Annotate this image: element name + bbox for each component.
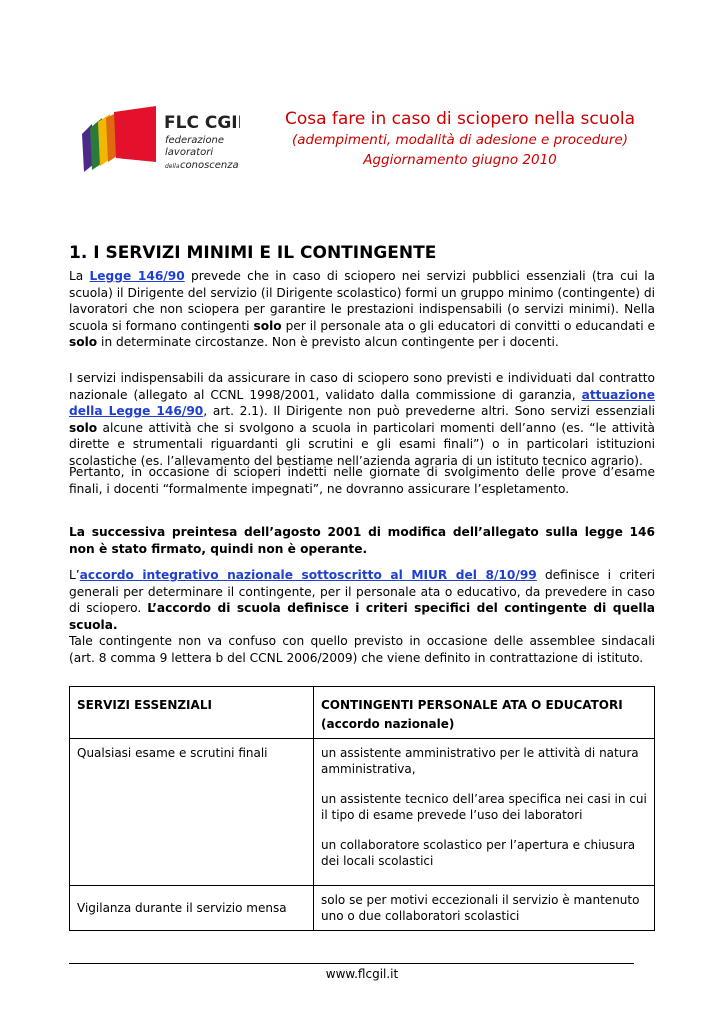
flc-cgil-logo (80, 106, 240, 174)
table-header-servizi: SERVIZI ESSENZIALI (70, 687, 314, 739)
document-title: Cosa fare in caso di sciopero nella scuola (284, 109, 636, 129)
table-header-row (70, 687, 655, 739)
servizi-contingenti-table (69, 686, 655, 931)
svg-text:conoscenza: conoscenza (180, 160, 239, 171)
paragraph-preintesa: La successiva preintesa dell’agosto 2001 di modifica dell’allegato sulla legge 146 non è stato firmato, quindi non è operante. (69, 525, 655, 556)
svg-text:della: della (165, 163, 180, 170)
table-cell-service: Qualsiasi esame e scrutini finali (70, 739, 314, 886)
section-heading: 1. I SERVIZI MINIMI E IL CONTINGENTE (69, 243, 437, 263)
document-subtitle: (adempimenti, modalità di adesione e procedure) (291, 132, 629, 148)
table-cell-contingente: un assistente amministrativo per le attività di natura amministrativa, un assistente tecnico dell’area specifica nei casi in cui il tipo di esame prevede l’uso dei laboratori un collaboratore scolastico per l’apertura e chiusura dei locali scolastici (314, 739, 655, 886)
footer-divider (69, 963, 634, 964)
svg-text:lavoratori: lavoratori (165, 147, 214, 158)
document-date: Aggiornamento giugno 2010 (363, 152, 557, 168)
table-row (70, 886, 655, 931)
footer-url: www.flcgil.it (325, 967, 399, 981)
link-accordo-integrativo[interactable]: accordo integrativo nazionale sottoscritto al MIUR del 8/10/99 (79, 568, 537, 582)
paragraph-accordo-integrativo: L’accordo integrativo nazionale sottoscritto al MIUR del 8/10/99 definisce i criteri generali per determinare il contingente, per il personale ata o educativo, da prevedere in caso di sciopero. L’accordo di scuola definisce i criteri specifici del contingente di quella scuola. Tale contingente non va confuso con quello previsto in occasione delle assemblee sindacali (art. 8 comma 9 lettera b del CCNL 2006/2009) che viene definito in contrattazione di istituto. (69, 568, 655, 665)
link-legge-146-90[interactable]: Legge 146/90 (89, 269, 185, 283)
link-attuazione-legge[interactable]: attuazione della Legge 146/90 (69, 387, 655, 418)
table-header-contingenti: CONTINGENTI PERSONALE ATA O EDUCATORI (accordo nazionale) (314, 687, 655, 739)
document-header (250, 108, 670, 170)
svg-text:FLC CGIL: FLC CGIL (164, 113, 240, 133)
table-cell-service: Vigilanza durante il servizio mensa (70, 886, 314, 931)
paragraph-prove-esame: Pertanto, in occasione di scioperi indetti nelle giornate di svolgimento delle prove d’esame finali, i docenti “formalmente impegnati”, ne dovranno assicurare l’espletamento. (69, 465, 655, 496)
table-cell-contingente: solo se per motivi eccezionali il servizio è mantenuto uno o due collaboratori scolastici (314, 886, 655, 931)
paragraph-servizi-indispensabili: I servizi indispensabili da assicurare in caso di sciopero sono previsti e individuati dal contratto nazionale (allegato al CCNL 1998/2001, validato dalla commissione di garanzia, attuazione della Legge 146/90, art. 2.1). Il Dirigente non può prevederne altri. Sono servizi essenziali solo alcune attività che si svolgono a scuola in particolari momenti dell’anno (es. “le attività dirette e strumentali riguardanti gli scrutini e gli esami finali”) o in particolari istituzioni scolastiche (es. l’allevamento del bestiame nell’azienda agraria di un istituto tecnico agrario). (69, 371, 656, 468)
paragraph-legge-146: La Legge 146/90 prevede che in caso di sciopero nei servizi pubblici essenziali (tra cui la scuola) il Dirigente del servizio (il Dirigente scolastico) formi un gruppo minimo (contingente) di lavoratori che non sciopera per garantire le prestazioni indispensabili (o servizi minimi). Nella scuola si formano contingenti solo per il personale ata o gli educatori di convitti o educandati e solo in determinate circostanze. Non è previsto alcun contingente per i docenti. (69, 269, 656, 349)
table-row (70, 739, 655, 886)
svg-text:federazione: federazione (165, 135, 225, 146)
